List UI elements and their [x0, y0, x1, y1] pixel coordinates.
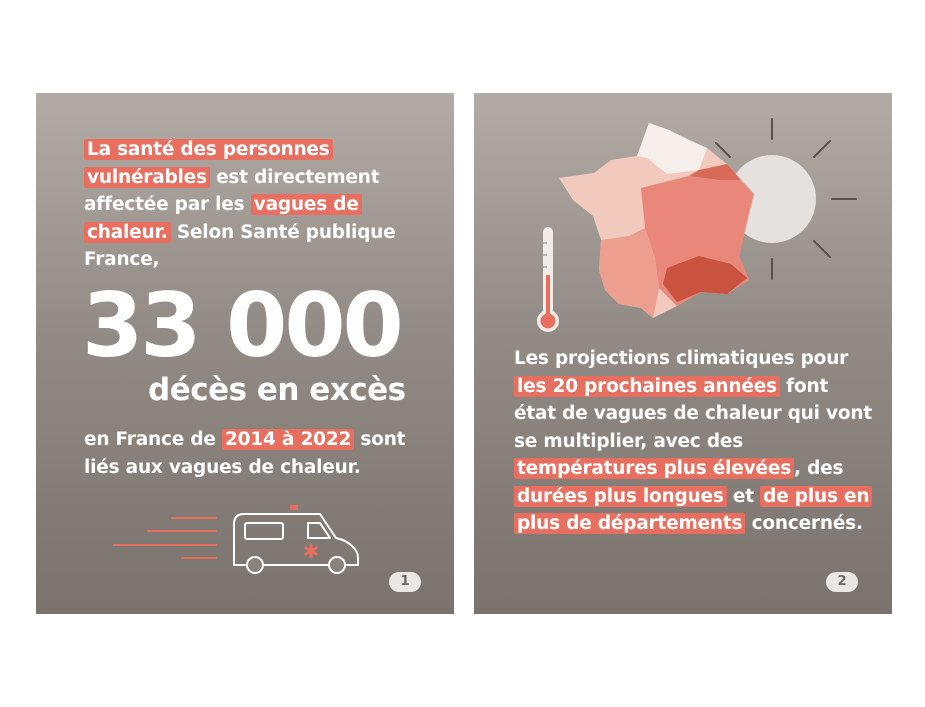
deaths-count: 33 000: [82, 274, 401, 377]
page-number-badge: 2: [826, 572, 858, 592]
projections-text-part: font état de vagues de chaleur qui vont se multiplier, avec des: [514, 375, 872, 452]
france-map-icon: [549, 118, 769, 328]
thermometer-icon: [534, 225, 562, 337]
highlight-vulnerable: La santé des personnes vulnérables: [84, 139, 333, 188]
intro-text-part: Selon Santé publique France,: [84, 221, 396, 270]
page-number-badge: 1: [389, 572, 421, 592]
card-panel-1: [36, 93, 454, 614]
period-text: [84, 426, 424, 481]
projections-text-part: , des: [794, 458, 844, 479]
card-panel-2: [474, 93, 892, 614]
projections-text-part: et: [726, 485, 761, 507]
period-text-part: en France de: [84, 429, 222, 450]
highlight-next-20-years: les 20 prochaines années: [514, 376, 780, 397]
highlight-more-departments: de plus en plus de départements: [514, 486, 872, 535]
highlight-period: 2014 à 2022: [222, 429, 354, 450]
intro-text-part: est directement affectée par les: [84, 166, 380, 215]
period-text-part: sont liés aux vagues de chaleur.: [84, 429, 406, 478]
highlight-longer-durations: durées plus longues: [514, 486, 727, 507]
projections-text-part: Les projections climatiques pour: [514, 348, 849, 369]
ambulance-icon: [112, 498, 372, 578]
deaths-label: décès en excès: [148, 372, 406, 408]
highlight-heatwaves: vagues de chaleur.: [84, 194, 362, 243]
highlight-higher-temperatures: températures plus élevées: [514, 458, 794, 479]
projections-text-part: concernés.: [745, 513, 863, 534]
intro-text: [84, 136, 414, 274]
projections-text: [514, 345, 874, 538]
